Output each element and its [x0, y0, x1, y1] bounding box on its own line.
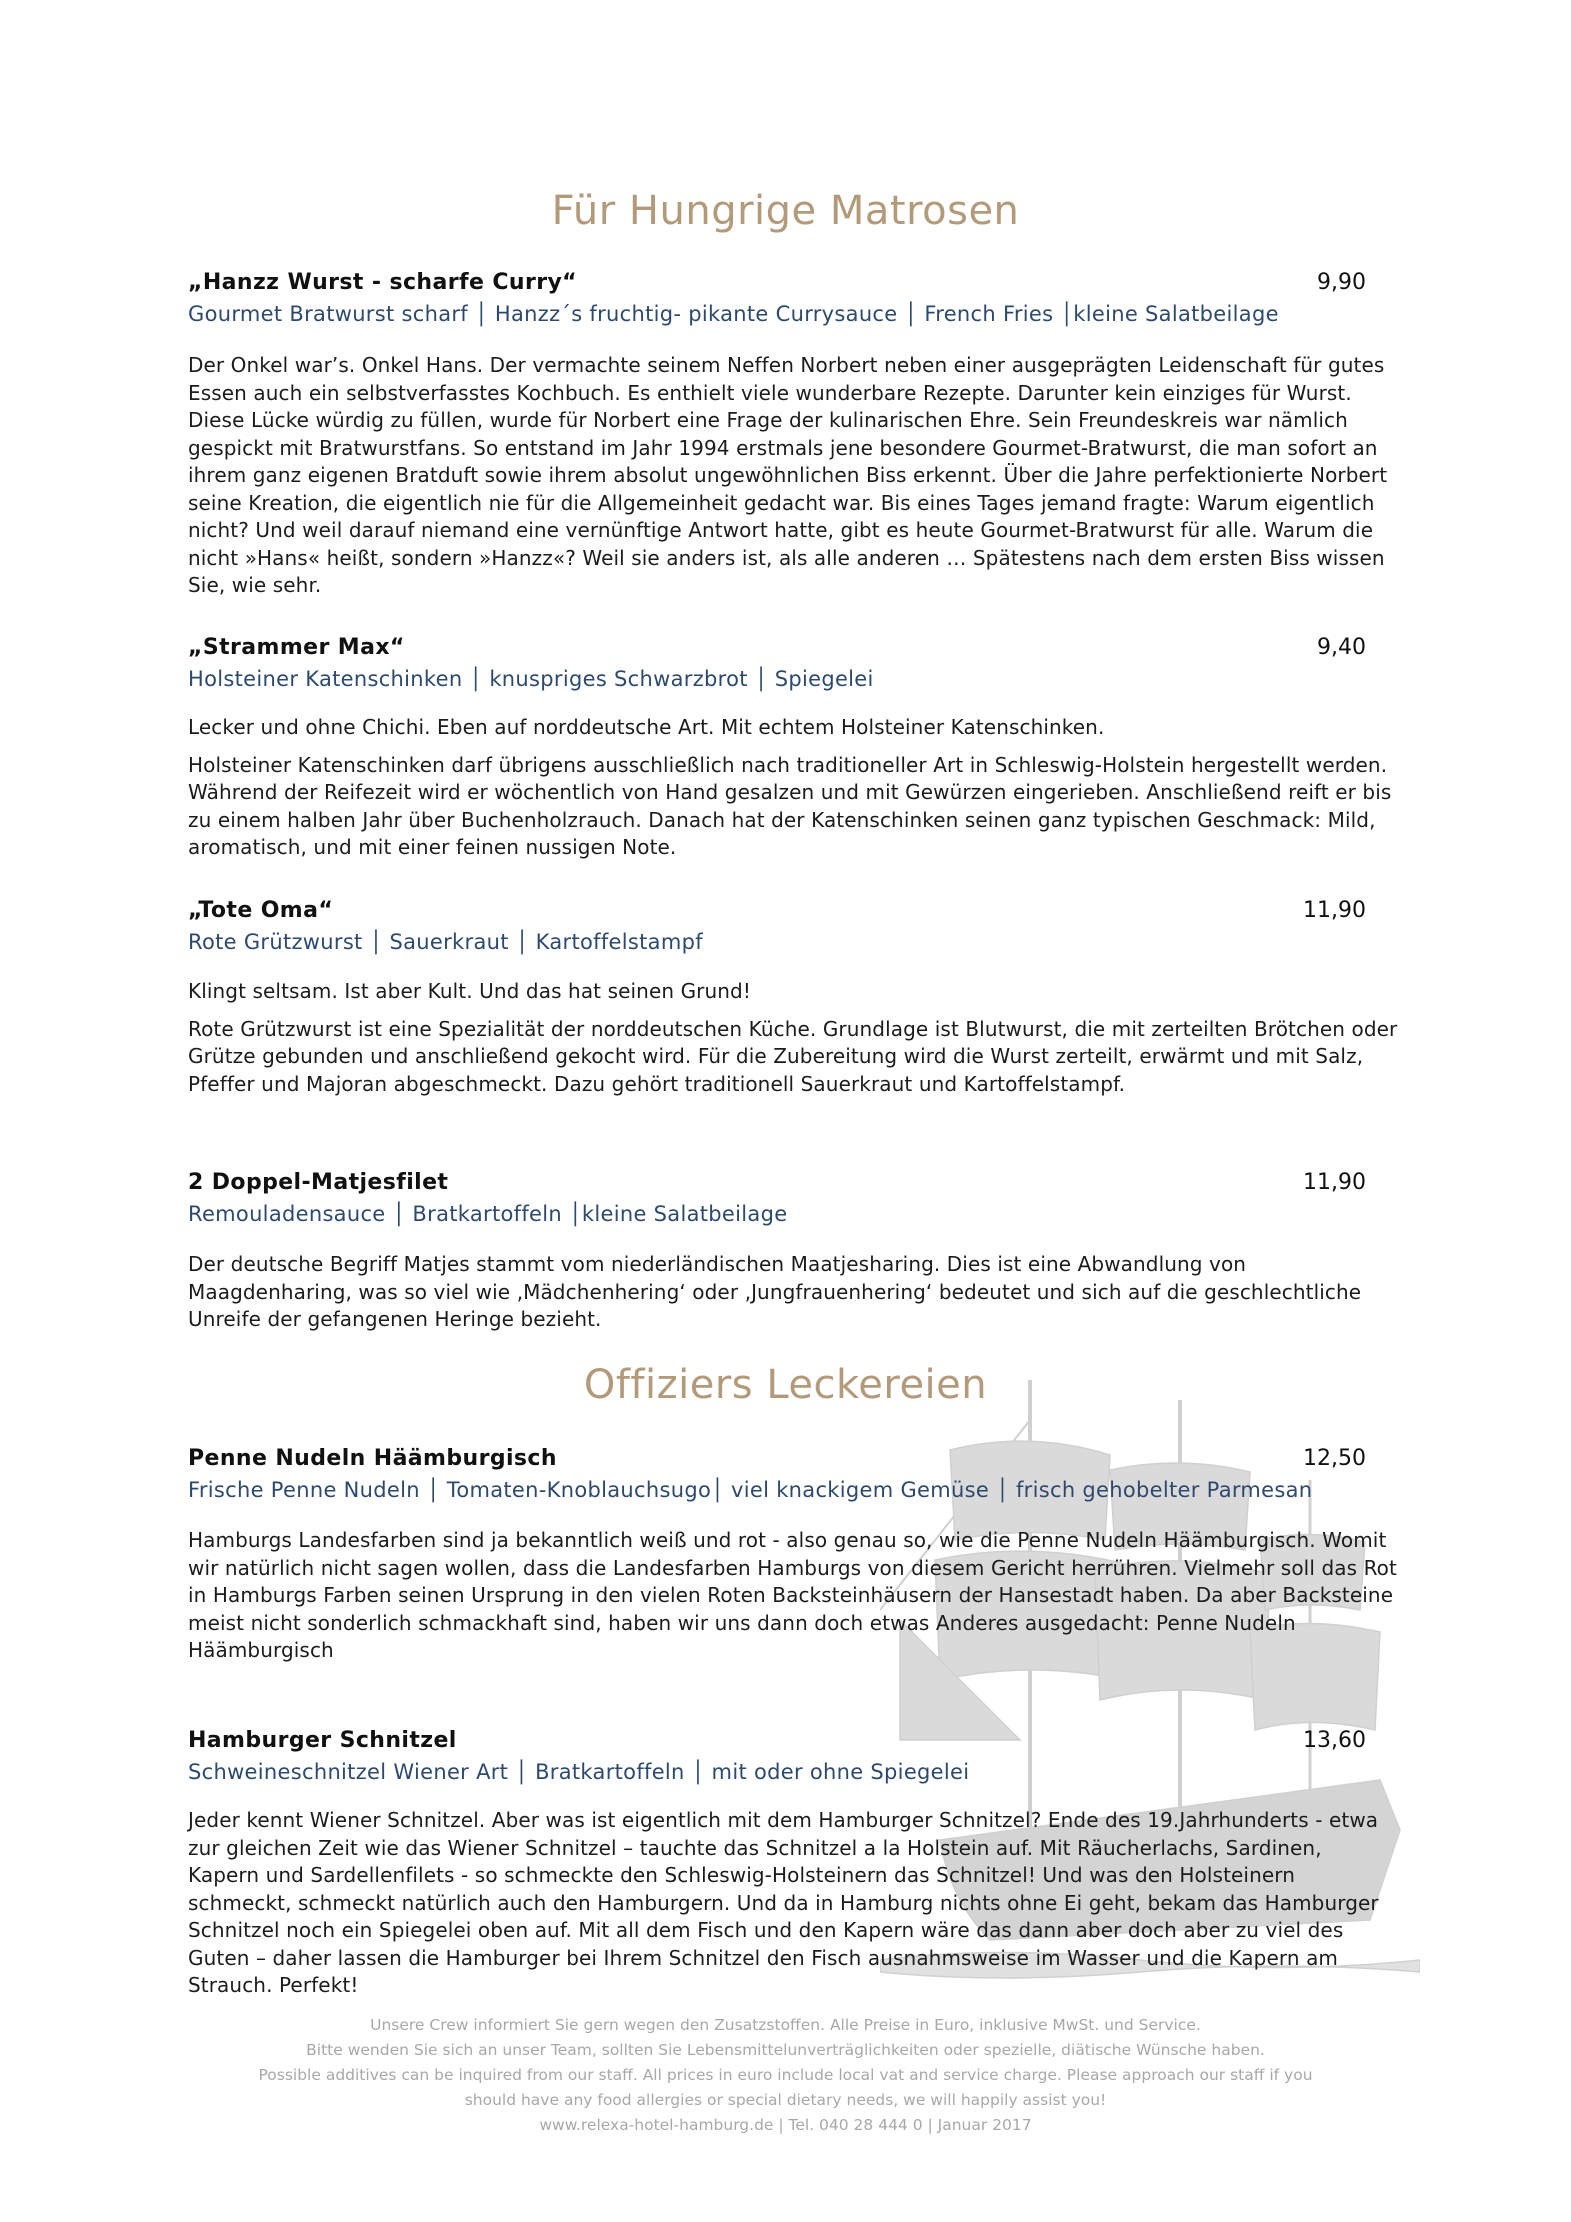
item-ingredients: Remouladensauce │ Bratkartoffeln │kleine Salatbeilage: [188, 1202, 788, 1226]
item-price: 11,90: [1303, 1170, 1366, 1195]
footer-notice: [0, 2013, 1571, 2138]
item-title: Penne Nudeln Häämburgisch: [188, 1446, 557, 1471]
item-ingredients: Schweineschnitzel Wiener Art │ Bratkartoffeln │ mit oder ohne Spiegelei: [188, 1760, 970, 1784]
item-ingredients: Gourmet Bratwurst scharf │ Hanzz´s fruchtig- pikante Currysauce │ French Fries │kleine Salatbeilage: [188, 302, 1279, 326]
menu-item-hanzz-wurst: [188, 270, 1398, 610]
section-title-hungrige-matrosen: Für Hungrige Matrosen: [551, 188, 1020, 234]
menu-item-matjesfilet: [188, 1170, 1398, 1344]
item-title: 2 Doppel-Matjesfilet: [188, 1170, 449, 1195]
item-description: Hamburgs Landesfarben sind ja bekanntlich weiß und rot - also genau so, wie die Penne Nudeln Häämburgisch. Womit wir natürlich nicht sagen wollen, dass die Landesfarben Hamburgs von diesem Gericht herrühren. Vielmehr soll das Rot in Hamburgs Farben seinen Ursprung in den vielen Roten Backsteinhäusern der Hansestadt haben. Da aber Backsteine meist nicht sonderlich schmackhaft sind, haben wir uns dann doch etwas Anderes ausgedacht: Penne Nudeln Häämburgisch: [188, 1528, 1397, 1662]
item-description: Klingt seltsam. Ist aber Kult. Und das hat seinen Grund!: [188, 979, 751, 1003]
item-title: „Strammer Max“: [188, 635, 405, 660]
item-description: Rote Grützwurst ist eine Spezialität der norddeutschen Küche. Grundlage ist Blutwurst, die mit zerteilten Brötchen oder Grütze gebunden und anschließend gekocht wird. Für die Zubereitung wird die Wurst zerteilt, erwärmt und mit Salz, Pfeffer und Majoran abgeschmeckt. Dazu gehört traditionell Sauerkraut und Kartoffelstampf.: [188, 1016, 1398, 1096]
item-title: „Tote Oma“: [188, 898, 334, 923]
menu-item-penne-nudeln: [188, 1446, 1398, 1675]
footer-contact: www.relexa-hotel-hamburg.de | Tel. 040 28 444 0 | Januar 2017: [539, 2116, 1032, 2134]
item-description: Lecker und ohne Chichi. Eben auf norddeutsche Art. Mit echtem Holsteiner Katenschinken.: [188, 715, 1105, 739]
item-title: „Hanzz Wurst - scharfe Curry“: [188, 270, 578, 295]
item-ingredients: Rote Grützwurst │ Sauerkraut │ Kartoffelstampf: [188, 930, 703, 954]
menu-item-strammer-max: [188, 635, 1398, 872]
item-price: 13,60: [1303, 1728, 1366, 1753]
item-ingredients: Holsteiner Katenschinken │ knuspriges Schwarzbrot │ Spiegelei: [188, 667, 874, 691]
section-title-offiziers-leckereien: Offiziers Leckereien: [583, 1362, 988, 1408]
item-price: 9,40: [1317, 635, 1366, 660]
item-description: Der deutsche Begriff Matjes stammt vom niederländischen Maatjesharing. Dies ist eine Abwandlung von Maagdenharing, was so viel wie ‚Mädchenhering‘ oder ‚Jungfrauenhering‘ bedeutet und sich auf die geschlechtliche Unreife der gefangenen Heringe bezieht.: [188, 1252, 1362, 1331]
item-price: 12,50: [1303, 1446, 1366, 1471]
item-title: Hamburger Schnitzel: [188, 1728, 457, 1753]
footer-line: should have any food allergies or special dietary needs, we will happily assist you!: [464, 2091, 1107, 2109]
item-description: Holsteiner Katenschinken darf übrigens ausschließlich nach traditioneller Art in Schleswig-Holstein hergestellt werden. Während der Reifezeit wird er wöchentlich von Hand gesalzen und mit Gewürzen eingerieben. Anschließend reift er bis zu einem halben Jahr über Buchenholzrauch. Danach hat der Katenschinken seinen ganz typischen Geschmack: Mild, aromatisch, und mit einer feinen nussigen Note.: [188, 752, 1392, 859]
menu-item-tote-oma: [188, 898, 1398, 1108]
item-description: Jeder kennt Wiener Schnitzel. Aber was ist eigentlich mit dem Hamburger Schnitzel? Ende des 19.Jahrhunderts - etwa zur gleichen Zeit wie das Wiener Schnitzel – tauchte das Schnitzel a la Holstein auf. Mit Räucherlachs, Sardinen, Kapern und Sardellenfilets - so schmeckte den Schleswig-Holsteinern das Schnitzel! Und was den Holsteinern schmeckt, schmeckt natürlich auch den Hamburgern. Und da in Hamburg nichts ohne Ei geht, bekam das Hamburger Schnitzel noch ein Spiegelei oben auf. Mit all dem Fisch und den Kapern wäre das dann aber doch aber zu viel des Guten – daher lassen die Hamburger bei Ihrem Schnitzel den Fisch ausnahmsweise im Wasser und die Kapern am Strauch. Perfekt!: [188, 1808, 1379, 1997]
menu-item-hamburger-schnitzel: [188, 1728, 1398, 2010]
footer-line: Unsere Crew informiert Sie gern wegen den Zusatzstoffen. Alle Preise in Euro, inklusive MwSt. und Service.: [370, 2016, 1201, 2034]
item-price: 9,90: [1317, 270, 1366, 295]
item-description: Der Onkel war’s. Onkel Hans. Der vermachte seinem Neffen Norbert neben einer ausgeprägten Leidenschaft für gutes Essen auch ein selbstverfasstes Kochbuch. Es enthielt viele wunderbare Rezepte. Darunter kein einziges für Wurst. Diese Lücke würdig zu füllen, wurde für Norbert eine Frage der kulinarischen Ehre. Sein Freundeskreis war nämlich gespickt mit Bratwurstfans. So entstand im Jahr 1994 erstmals jene besondere Gourmet-Bratwurst, die man sofort an ihrem ganz eigenen Bratduft sowie ihrem absolut ungewöhnlichen Biss erkennt. Über die Jahre perfektionierte Norbert seine Kreation, die eigentlich nie für die Allgemeinheit gedacht war. Bis eines Tages jemand fragte: Warum eigentlich nicht? Und weil darauf niemand eine vernünftige Antwort hatte, gibt es heute Gourmet-Bratwurst für alle. Warum die nicht »Hans« heißt, sondern »Hanzz«? Weil sie anders ist, als alle anderen … Spätestens nach dem ersten Biss wissen Sie, wie sehr.: [188, 353, 1388, 597]
item-ingredients: Frische Penne Nudeln │ Tomaten-Knoblauchsugo│ viel knackigem Gemüse │ frisch gehobelter Parmesan: [188, 1478, 1313, 1502]
footer-line: Bitte wenden Sie sich an unser Team, sollten Sie Lebensmittelunverträglichkeiten oder spezielle, diätische Wünsche haben.: [306, 2041, 1265, 2059]
item-price: 11,90: [1303, 898, 1366, 923]
footer-line: Possible additives can be inquired from our staff. All prices in euro include local vat and service charge. Please approach our staff if you: [258, 2066, 1313, 2084]
